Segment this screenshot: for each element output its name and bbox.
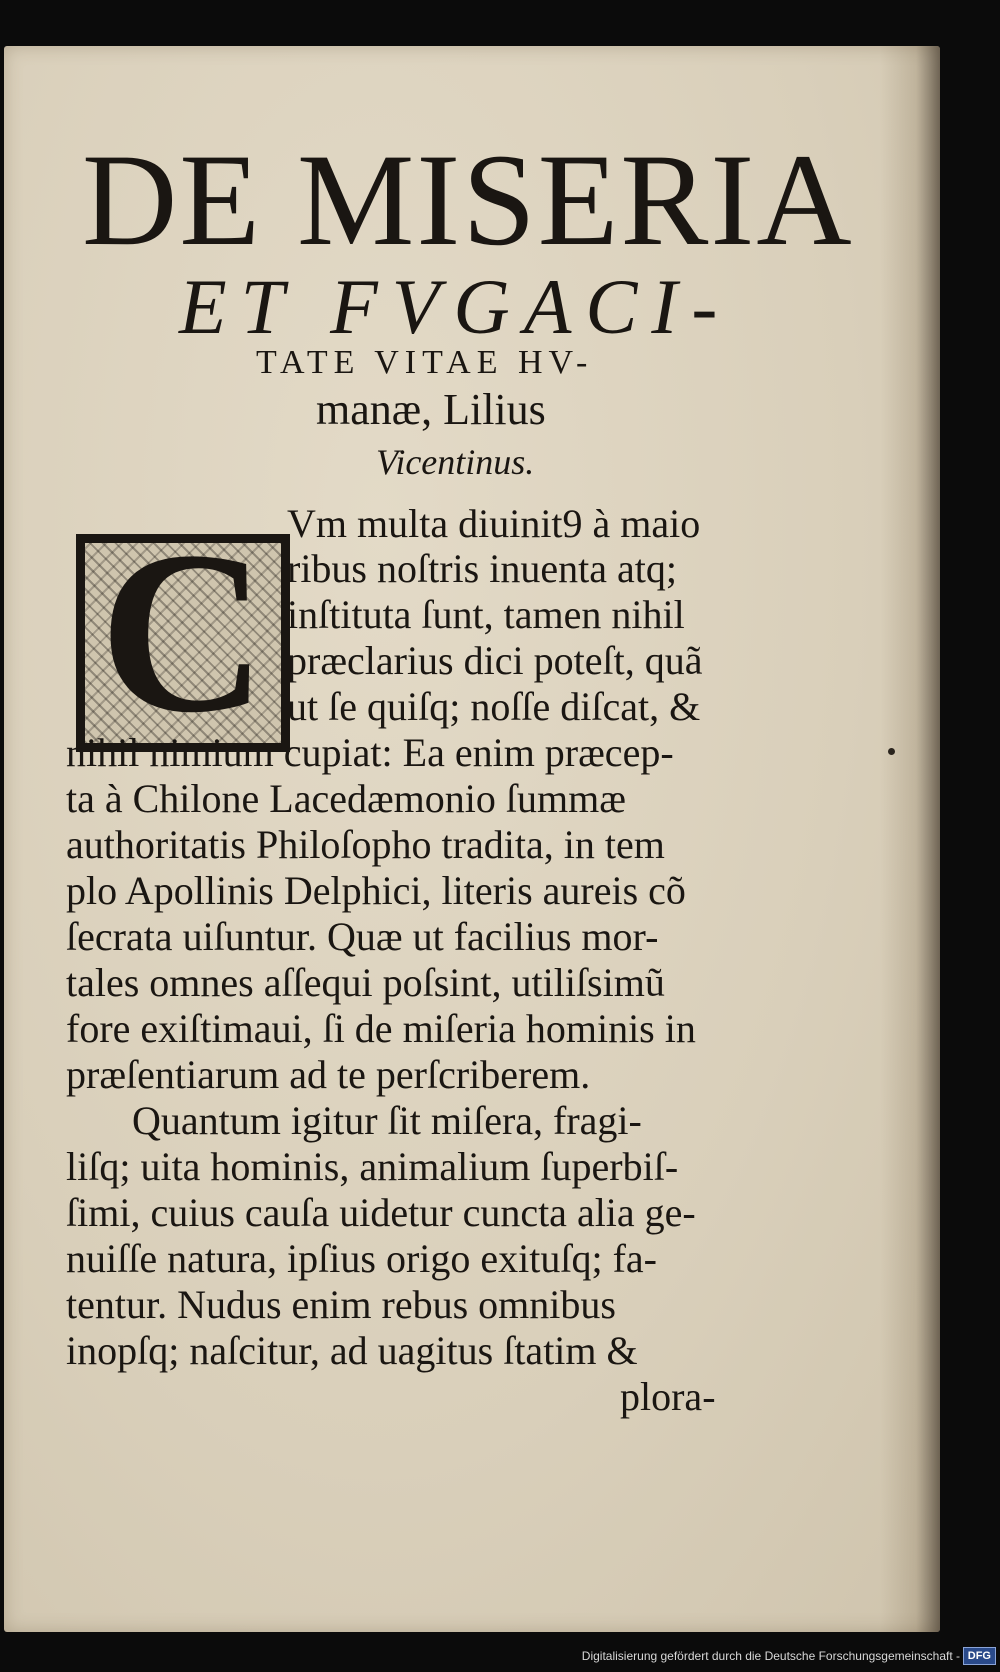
body-line: inſtituta ſunt, tamen nihil — [287, 592, 685, 637]
body-line: Vm multa diuinit9 à maio — [287, 501, 701, 546]
body-line: liſq; uita hominis, animalium ſuperbiſ- — [66, 1144, 679, 1189]
body-line: ſecrata uiſuntur. Quæ ut facilius mor- — [66, 914, 659, 959]
title-line-5: Vicentinus. — [376, 442, 535, 482]
body-line: tales omnes aſſequi poſsint, utiliſsimũ — [66, 960, 665, 1005]
body-line: ſimi, cuius cauſa uidetur cuncta alia ge- — [66, 1190, 696, 1235]
decorated-initial — [76, 534, 290, 752]
body-line: plo Apollinis Delphici, literis aureis cõ — [66, 868, 686, 913]
body-line: ut ſe quiſq; noſſe diſcat, & — [287, 684, 701, 729]
ink-speck — [888, 748, 895, 755]
body-line: fore exiſtimaui, ſi de miſeria hominis in — [66, 1006, 696, 1051]
book-page — [4, 46, 940, 1632]
body-line: Quantum igitur ſit miſera, fragi- — [132, 1098, 642, 1143]
body-line: nuiſſe natura, ipſius origo exituſq; fa- — [66, 1236, 657, 1281]
catchword: plora- — [620, 1374, 716, 1419]
body-line: ta à Chilone Lacedæmonio ſummæ — [66, 776, 626, 821]
body-line: authoritatis Philoſopho tradita, in tem — [66, 822, 665, 867]
body-line: præclarius dici poteſt, quã — [287, 638, 703, 683]
body-line: ribus noſtris inuenta atq; — [287, 546, 677, 591]
dfg-logo: DFG — [963, 1647, 996, 1665]
page-spine-shadow — [880, 46, 940, 1632]
title-line-1: DE MISERIA — [82, 126, 854, 273]
body-line: præſentiarum ad te perſcriberem. — [66, 1052, 591, 1097]
body-line: inopſq; naſcitur, ad uagitus ſtatim & — [66, 1328, 638, 1373]
body-line: tentur. Nudus enim rebus omnibus — [66, 1282, 616, 1327]
initial-letter: C — [99, 543, 267, 743]
digitization-credit: Digitalisierung gefördert durch die Deutsche Forschungsgemeinschaft - — [581, 1649, 960, 1663]
title-line-2: ET FVGACI- — [179, 263, 732, 350]
initial-ornament — [85, 543, 281, 743]
body-line: nihil nimium cupiat: Ea enim præcep- — [66, 730, 674, 775]
title-line-4: manæ, Lilius — [316, 385, 546, 434]
title-line-3: TATE VITAE HV- — [256, 344, 594, 381]
